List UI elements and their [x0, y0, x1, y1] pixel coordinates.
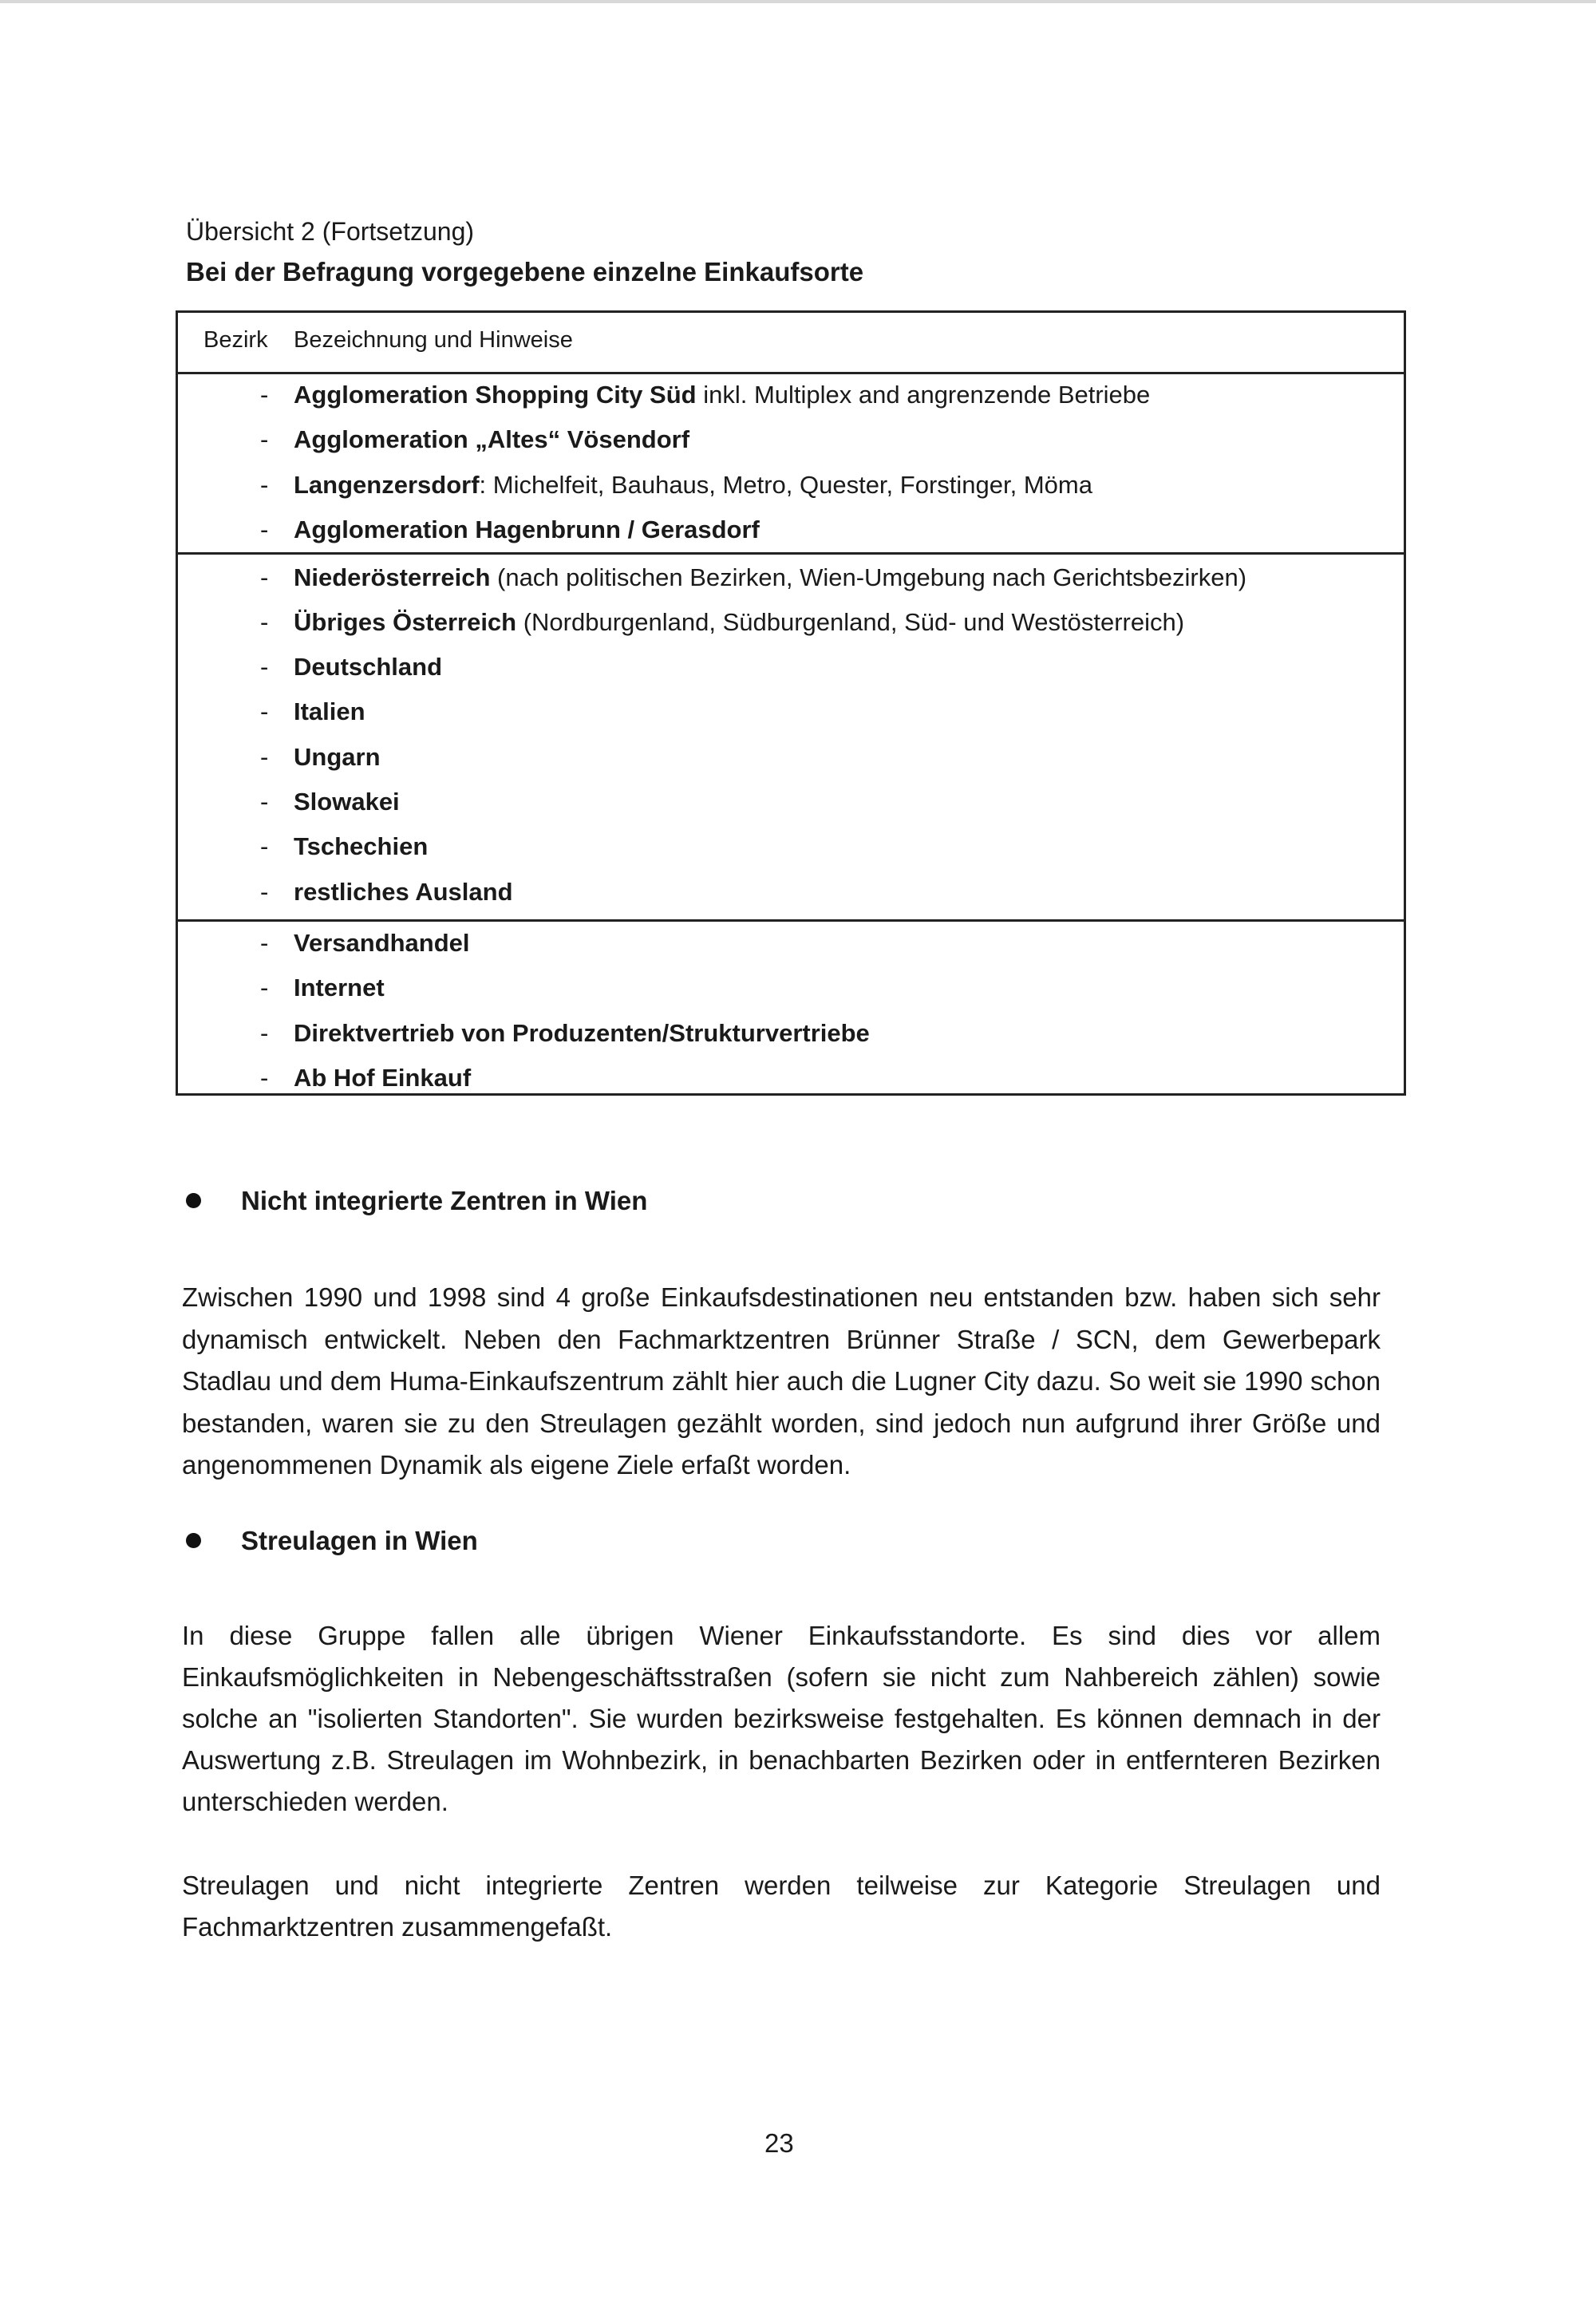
- table-group-regions: - Niederösterreich (nach politischen Bezirken, Wien-Umgebung nach Gerichtsbezirken) - Übriges Österreich (Nordburgenland, Südburgenland, Süd- und Westösterreich) - Deutschland - Italien - Ungarn - Slowakei - Tschechien - restliches Ausland: [178, 557, 1404, 922]
- page-top-edge: [0, 0, 1596, 3]
- bullet-icon: [186, 1533, 201, 1548]
- paragraph-streulagen-summary: Streulagen und nicht integrierte Zentren werden teilweise zur Kategorie Streulagen und Fachmarktzentren zusammengefaßt.: [182, 1871, 1381, 1942]
- header-bezeichnung: Bezeichnung und Hinweise: [294, 327, 573, 353]
- table-header: [178, 313, 1404, 374]
- shopping-locations-table: [176, 310, 1406, 1096]
- section-heading-streulagen: Streulagen in Wien: [186, 1526, 478, 1556]
- paragraph-nicht-integrierte-zentren: Zwischen 1990 und 1998 sind 4 große Einkaufsdestinationen neu entstanden bzw. haben sich sehr dynamisch entwickelt. Neben den Fachmarktzentren Brünner Straße / SCN, dem Gewerbepark Stadlau und dem Huma-Einkaufszentrum zählt hier auch die Lugner City dazu. So weit sie 1990 schon bestanden, waren sie zu den Streulagen gezählt worden, sind jedoch nun aufgrund ihrer Größe und angenommenen Dynamik als eigene Ziele erfaßt worden.: [182, 1282, 1381, 1480]
- page-number: 23: [764, 2128, 794, 2158]
- header-bezirk: Bezirk: [203, 327, 268, 353]
- table-heading: Bei der Befragung vorgegebene einzelne Einkaufsorte: [186, 257, 864, 286]
- table-group-agglomerations: - Agglomeration Shopping City Süd inkl. Multiplex and angrenzende Betriebe - Agglomeration „Altes“ Vösendorf - Langenzersdorf: Michelfeit, Bauhaus, Metro, Quester, Forstinger, Möma - Agglomeration Hagenbrunn / Gerasdorf: [178, 374, 1404, 555]
- table-group-channels: - Versandhandel - Internet - Direktvertrieb von Produzenten/Strukturvertriebe - Ab Hof Einkauf: [260, 929, 870, 1092]
- table-caption: Übersicht 2 (Fortsetzung): [186, 217, 475, 246]
- section-heading-nicht-integrierte-zentren: Nicht integrierte Zentren in Wien: [186, 1186, 647, 1216]
- paragraph-streulagen: In diese Gruppe fallen alle übrigen Wiener Einkaufsstandorte. Es sind dies vor allem Einkaufsmöglichkeiten in Nebengeschäftsstraßen (sofern sie nicht zum Nahbereich zählen) sowie solche an "isolierten Standorten". Sie wurden bezirksweise festgehalten. Es können demnach in der Auswertung z.B. Streulagen im Wohnbezirk, in benachbarten Bezirken oder in entfernteren Bezirken unterschieden werden.: [182, 1621, 1381, 1816]
- bullet-icon: [186, 1193, 201, 1208]
